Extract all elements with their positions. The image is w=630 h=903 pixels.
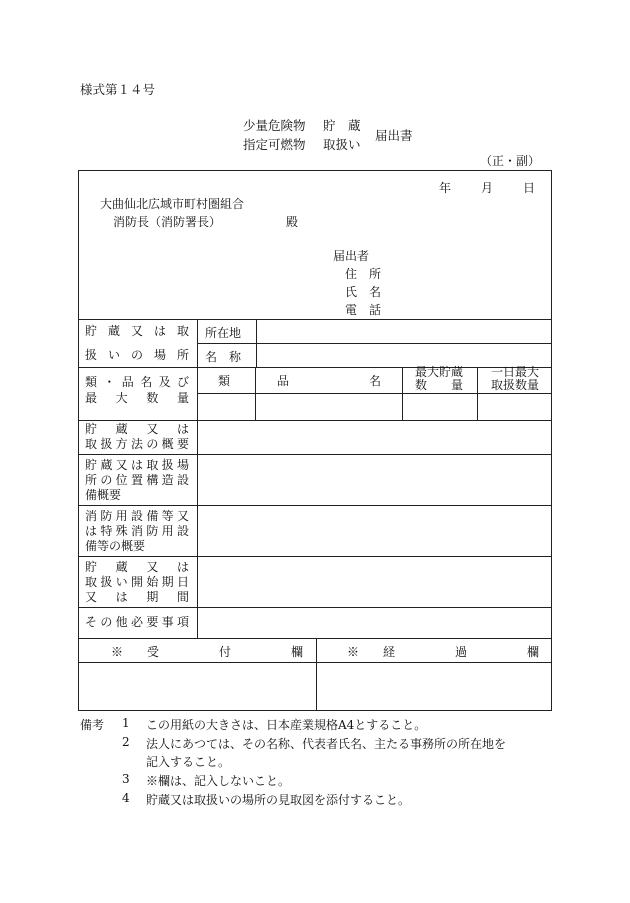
- location-label-2: 扱 い の 場 所: [85, 348, 189, 362]
- note-4-number: 4: [122, 791, 130, 805]
- method-label-1: 貯 蔵 又 は: [85, 422, 189, 436]
- date-year: 年: [439, 181, 452, 195]
- facility-label-3: 備概要: [85, 488, 122, 502]
- location-sub-label: 所在地: [205, 326, 242, 340]
- col-item: 品: [277, 374, 290, 388]
- form-number: 様式第１４号: [80, 82, 156, 97]
- other-label: その他必要事項: [85, 615, 189, 629]
- reception-column-header: ※ 受 付 欄: [111, 645, 304, 659]
- recipient-line2: 消防長（消防署長）: [113, 215, 222, 229]
- note-3-number: 3: [122, 772, 130, 786]
- applicant-heading: 届出者: [333, 249, 370, 263]
- type-label-1: 類・品名及び: [85, 375, 189, 389]
- period-label-1: 貯 蔵 又 は: [85, 560, 189, 574]
- date-day: 日: [523, 181, 536, 195]
- note-2-continued: 記入すること。: [146, 755, 231, 769]
- fire-label-3: 備等の概要: [85, 539, 146, 553]
- col-day-2: 取扱数量: [491, 378, 540, 392]
- method-label-2: 取扱方法の概要: [85, 437, 189, 451]
- type-label-2: 最 大 数 量: [85, 391, 189, 405]
- form-table: [78, 170, 552, 711]
- title-line1-left: 少量危険物: [243, 118, 306, 133]
- copy-mark: （正・副）: [479, 154, 540, 168]
- title-line1-right: 貯 蔵: [323, 118, 361, 133]
- col-day-1: 一日最大: [491, 365, 540, 379]
- period-label-2: 取扱い開始期日: [85, 575, 189, 589]
- note-1: この用紙の大きさは、日本産業規格A4とすること。: [146, 718, 427, 732]
- applicant-phone-label: 電 話: [345, 303, 382, 317]
- progress-column-header: ※ 経 過 欄: [347, 645, 540, 659]
- period-label-3: 又 は 期 間: [85, 590, 189, 604]
- facility-label-2: 所の位置構造設: [85, 473, 189, 487]
- col-class: 類: [218, 374, 231, 388]
- note-2: 法人にあつては、その名称、代表者氏名、主たる事務所の所在地を: [146, 737, 507, 751]
- applicant-address-label: 住 所: [345, 267, 382, 281]
- document-title: [243, 116, 423, 156]
- notes-heading: 備考: [80, 718, 105, 732]
- title-suffix: 届出書: [375, 128, 413, 143]
- date-month: 月: [481, 181, 494, 195]
- fire-label-1: 消防用設備等又: [85, 509, 189, 523]
- title-line2-right: 取扱い: [323, 137, 361, 152]
- recipient-line1: 大曲仙北広域市町村圏組合: [100, 197, 245, 211]
- note-1-number: 1: [122, 716, 130, 730]
- facility-label-1: 貯蔵又は取扱場: [85, 458, 189, 472]
- col-max-1: 最大貯蔵: [415, 365, 464, 379]
- col-name: 名: [369, 374, 382, 388]
- recipient-honorific: 殿: [286, 215, 299, 229]
- location-label-1: 貯 蔵 又 は 取: [85, 324, 189, 338]
- note-3: ※欄は、記入しないこと。: [146, 774, 291, 788]
- col-max-2: 数 量: [415, 378, 464, 392]
- note-4: 貯蔵又は取扱いの場所の見取図を添付すること。: [146, 793, 411, 807]
- note-2-number: 2: [122, 735, 130, 749]
- name-sub-label: 名 称: [205, 350, 242, 364]
- fire-label-2: は特殊消防用設: [85, 524, 189, 538]
- title-line2-left: 指定可燃物: [243, 137, 306, 152]
- applicant-name-label: 氏 名: [345, 285, 382, 299]
